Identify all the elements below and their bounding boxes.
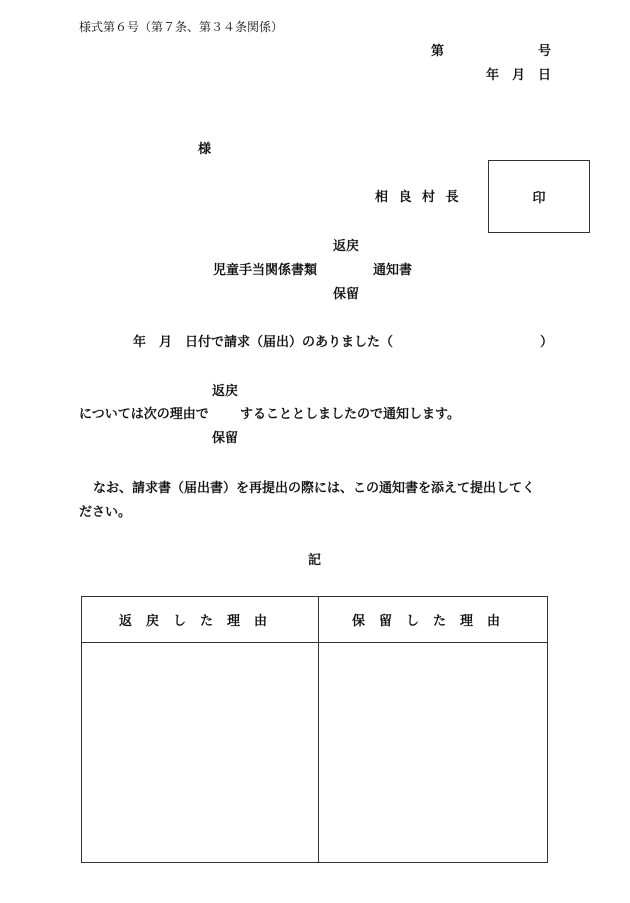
decision-option-return: 返戻	[212, 384, 239, 399]
number-suffix: 号	[538, 44, 552, 59]
date-day: 日	[538, 68, 552, 83]
note-line-1: なお、請求書（届出書）を再提出の際には、この通知書を添えて提出してく	[93, 481, 536, 496]
date-year: 年	[486, 68, 500, 83]
decision-text-after: することとしましたので通知します。	[240, 407, 460, 422]
number-prefix: 第	[431, 44, 445, 59]
addressee-suffix: 様	[198, 142, 212, 157]
form-label: 様式第６号（第７条、第３４条関係）	[79, 20, 284, 34]
request-close-paren: ）	[540, 335, 554, 350]
table-header-divider	[82, 642, 547, 643]
issuer-name: 相 良 村 長	[375, 190, 459, 205]
request-year: 年	[133, 335, 147, 350]
seal-box	[488, 160, 590, 233]
subject-title-suffix: 通知書	[373, 263, 413, 278]
reasons-table	[81, 596, 548, 863]
table-header-return-reason: 返戻した理由	[118, 614, 281, 629]
request-text: 日付で請求（届出）のありました（	[185, 335, 394, 350]
ki-heading: 記	[308, 553, 322, 568]
decision-option-hold: 保留	[212, 431, 239, 446]
subject-option-return: 返戻	[333, 239, 360, 254]
request-month: 月	[159, 335, 173, 350]
date-month: 月	[512, 68, 526, 83]
subject-option-hold: 保留	[333, 287, 360, 302]
decision-text-before: については次の理由で	[79, 407, 209, 422]
table-header-hold-reason: 保留した理由	[351, 614, 514, 629]
note-line-2: ださい。	[79, 505, 132, 520]
seal-label: 印	[532, 191, 546, 206]
subject-document-name: 児童手当関係書類	[213, 263, 318, 278]
